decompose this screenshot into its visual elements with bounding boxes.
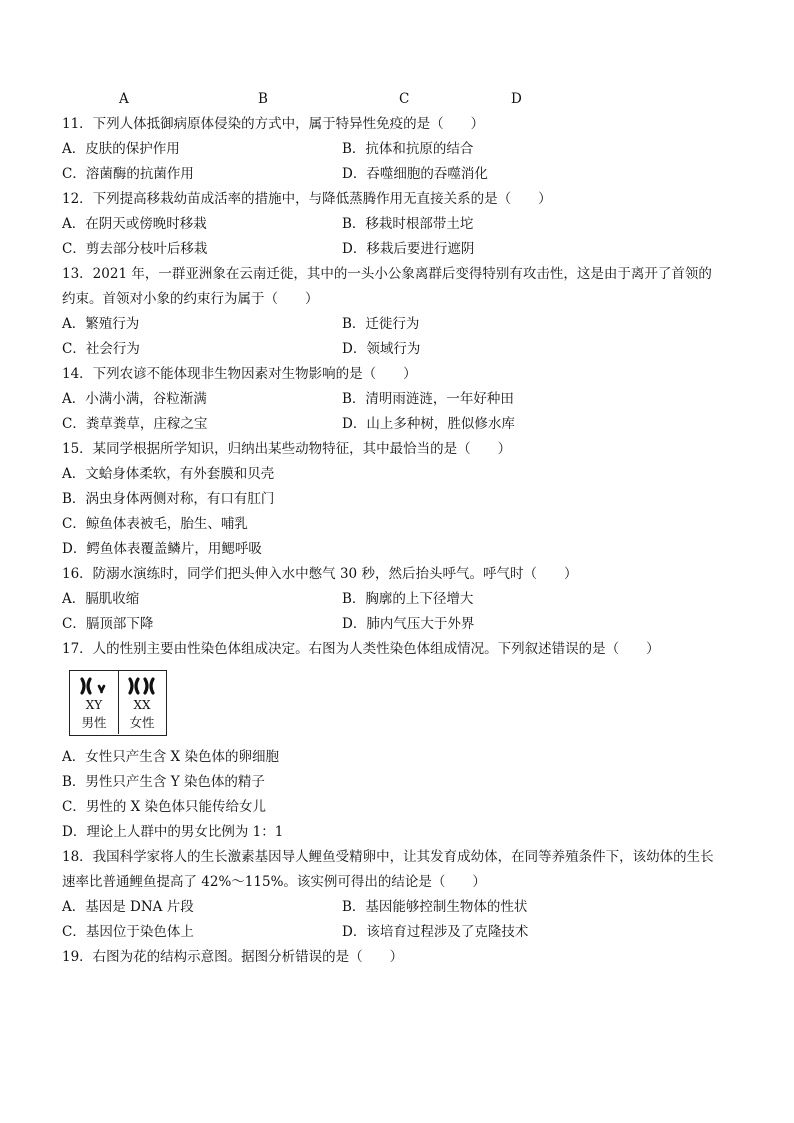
q12-option-d: D．移栽后要进行遮阴 [342, 241, 475, 257]
q13-option-c: C．社会行为 [62, 341, 140, 357]
option-label-d: D [511, 91, 522, 107]
q16-option-d: D．肺内气压大于外界 [342, 616, 475, 632]
q17-option-b: B．男性只产生含 Y 染色体的精子 [62, 774, 265, 790]
question-13-stem-line1: 13．2021 年，一群亚洲象在云南迁徙，其中的一头小公象离群后变得特别有攻击性，这是由于离开了首领的 [62, 266, 712, 282]
q16-option-b: B．胸廓的上下径增大 [342, 591, 474, 607]
question-14-stem: 14．下列农谚不能体现非生物因素对生物影响的是（ ） [62, 366, 417, 382]
question-19-stem: 19．右图为花的结构示意图。据图分析错误的是（ ） [62, 949, 404, 965]
q13-option-a: A．繁殖行为 [62, 316, 140, 332]
question-16-stem: 16．防溺水演练时，同学们把头伸入水中憋气 30 秒，然后抬头呼气。呼气时（ ） [62, 566, 578, 582]
q14-option-c: C．粪草粪草，庄稼之宝 [62, 416, 208, 432]
q11-option-c: C．溶菌酶的抗菌作用 [62, 166, 194, 182]
male-chromosome-cell [70, 671, 119, 734]
q13-option-b: B．迁徙行为 [342, 316, 420, 332]
female-genotype-label: XX [133, 698, 151, 712]
q13-option-d: D．领域行为 [342, 341, 421, 357]
q11-option-b: B．抗体和抗原的结合 [342, 141, 474, 157]
question-15-stem: 15．某同学根据所学知识，归纳出某些动物特征，其中最恰当的是（ ） [62, 441, 512, 457]
question-17-stem: 17．人的性别主要由性染色体组成决定。右图为人类性染色体组成情况。下列叙述错误的是（ ） [62, 641, 660, 657]
q18-option-b: B．基因能够控制生物体的性状 [342, 899, 528, 915]
q17-option-c: C．男性的 X 染色体只能传给女儿 [62, 799, 267, 815]
q18-option-a: A．基因是 DNA 片段 [62, 899, 194, 915]
q15-option-c: C．鲸鱼体表被毛，胎生、哺乳 [62, 516, 248, 532]
female-label: 女性 [129, 715, 155, 730]
option-label-c: C [399, 91, 410, 107]
q14-option-a: A．小满小满，谷粒渐满 [62, 391, 207, 407]
q18-option-d: D．该培育过程涉及了克隆技术 [342, 924, 529, 940]
q16-option-c: C．膈顶部下降 [62, 616, 154, 632]
q15-option-a: A．文蛤身体柔软，有外套膜和贝壳 [62, 466, 275, 482]
q12-option-a: A．在阴天或傍晚时移栽 [62, 216, 207, 232]
q15-option-d: D．鳄鱼体表覆盖鳞片，用鳃呼吸 [62, 541, 262, 557]
female-chromosome-cell [118, 671, 166, 734]
question-18-stem-line1: 18．我国科学家将人的生长激素基因导人鲤鱼受精卵中，让其发育成幼体，在同等养殖条件下，该幼体的生长 [62, 849, 714, 865]
q11-option-a: A．皮肤的保护作用 [62, 141, 180, 157]
question-18-stem-line2: 速率比普通鲤鱼提高了 42%～115%。该实例可得出的结论是（ ） [62, 874, 486, 890]
xx-chromosome-icon [126, 677, 160, 695]
q17-option-a: A．女性只产生含 X 染色体的卵细胞 [62, 749, 279, 765]
q14-option-d: D．山上多种树，胜似修水库 [342, 416, 515, 432]
q14-option-b: B．清明雨涟涟，一年好种田 [342, 391, 514, 407]
question-12-stem: 12．下列提高移栽幼苗成活率的措施中，与降低蒸腾作用无直接关系的是（ ） [62, 191, 552, 207]
q17-option-d: D．理论上人群中的男女比例为 1：1 [62, 824, 284, 840]
xy-chromosome-icon [78, 677, 110, 695]
question-11-stem: 11．下列人体抵御病原体侵染的方式中，属于特异性免疫的是（ ） [62, 116, 485, 132]
male-label: 男性 [81, 715, 107, 730]
option-label-a: A [119, 91, 129, 107]
male-genotype-label: XY [85, 698, 103, 712]
question-13-stem-line2: 约束。首领对小象的约束行为属于（ ） [62, 291, 319, 307]
q12-option-c: C．剪去部分枝叶后移栽 [62, 241, 208, 257]
q18-option-c: C．基因位于染色体上 [62, 924, 194, 940]
option-label-b: B [258, 91, 268, 107]
q12-option-b: B．移栽时根部带土坨 [342, 216, 474, 232]
q15-option-b: B．涡虫身体两侧对称，有口有肛门 [62, 491, 275, 507]
q11-option-d: D．吞噬细胞的吞噬消化 [342, 166, 488, 182]
sex-chromosome-figure [69, 670, 167, 736]
q16-option-a: A．膈肌收缩 [62, 591, 140, 607]
